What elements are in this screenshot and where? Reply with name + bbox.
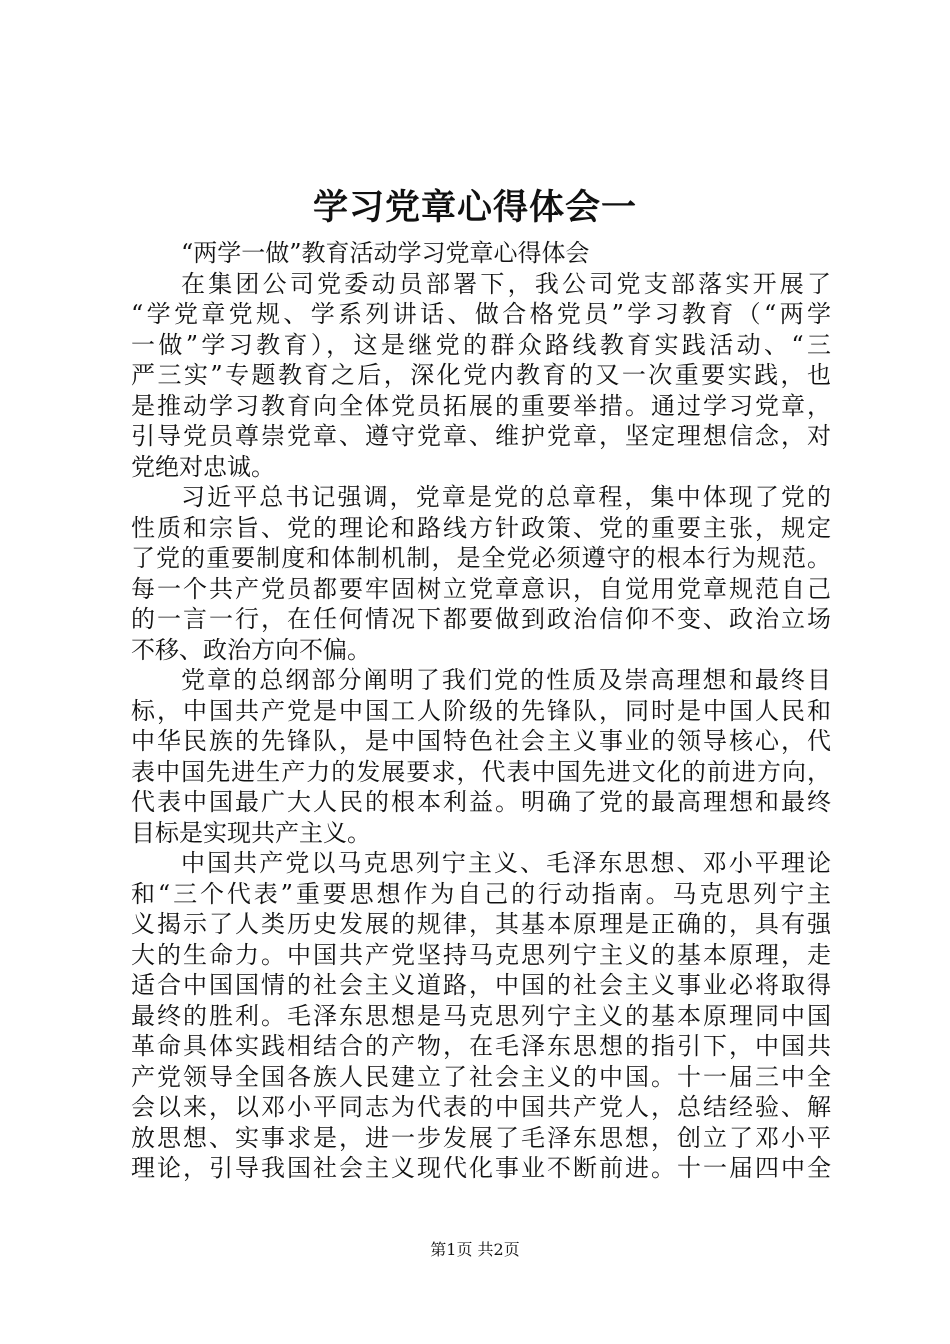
text-line: 中国共产党以马克思列宁主义、毛泽东思想、邓小平理论	[181, 849, 831, 877]
text-line: 党章的总纲部分阐明了我们党的性质及崇高理想和最终目	[181, 666, 831, 694]
text-line: 表中国先进生产力的发展要求，代表中国先进文化的前进方向，	[131, 757, 831, 786]
text-line: 不移、政治方向不偏。	[131, 635, 371, 664]
page-footer: 第1页 共2页	[430, 1240, 520, 1259]
text-line: 是推动学习教育向全体党员拓展的重要举措。通过学习党章，	[131, 391, 831, 420]
text-line: 目标是实现共产主义。	[131, 818, 371, 847]
text-line: 的一言一行，在任何情况下都要做到政治信仰不变、政治立场	[131, 605, 831, 633]
text-line: “学党章党规、学系列讲话、做合格党员”学习教育（“两学	[131, 300, 831, 328]
text-line: “两学一做”教育活动学习党章心得体会	[181, 239, 590, 267]
text-line: 性质和宗旨、党的理论和路线方针政策、党的重要主张，规定	[131, 513, 831, 542]
text-line: 理论，引导我国社会主义现代化事业不断前进。十一届四中全	[131, 1154, 831, 1182]
text-line: 一做”学习教育），这是继党的群众路线教育实践活动、“三	[131, 330, 831, 359]
text-line: 引导党员尊崇党章、遵守党章、维护党章，坚定理想信念，对	[131, 422, 831, 450]
text-line: 革命具体实践相结合的产物，在毛泽东思想的指引下，中国共	[131, 1032, 831, 1060]
text-line: 每一个共产党员都要牢固树立党章意识，自觉用党章规范自己	[131, 574, 831, 603]
text-line: 标，中国共产党是中国工人阶级的先锋队，同时是中国人民和	[131, 696, 831, 725]
text-line: 中华民族的先锋队，是中国特色社会主义事业的领导核心，代	[131, 727, 831, 755]
text-line: 习近平总书记强调，党章是党的总章程，集中体现了党的	[181, 483, 831, 511]
text-line: 党绝对忠诚。	[131, 452, 275, 481]
text-line: 产党领导全国各族人民建立了社会主义的中国。十一届三中全	[131, 1062, 831, 1091]
text-line: 最终的胜利。毛泽东思想是马克思列宁主义的基本原理同中国	[131, 1001, 831, 1030]
text-line: 代表中国最广大人民的根本利益。明确了党的最高理想和最终	[131, 788, 831, 816]
text-line: 大的生命力。中国共产党坚持马克思列宁主义的基本原理，走	[131, 940, 831, 969]
text-line: 放思想、实事求是，进一步发展了毛泽东思想，创立了邓小平	[131, 1123, 831, 1152]
document-body	[131, 238, 831, 1184]
text-line: 严三实”专题教育之后，深化党内教育的又一次重要实践，也	[131, 361, 831, 389]
text-line: 适合中国国情的社会主义道路，中国的社会主义事业必将取得	[131, 971, 831, 999]
document-title: 学习党章心得体会一	[312, 188, 637, 228]
text-line: 和“三个代表”重要思想作为自己的行动指南。马克思列宁主	[131, 879, 831, 908]
text-line: 义揭示了人类历史发展的规律，其基本原理是正确的，具有强	[131, 910, 831, 938]
text-line: 会以来，以邓小平同志为代表的中国共产党人，总结经验、解	[131, 1093, 831, 1121]
text-line: 了党的重要制度和体制机制，是全党必须遵守的根本行为规范。	[131, 544, 831, 572]
text-line: 在集团公司党委动员部署下，我公司党支部落实开展了	[181, 269, 831, 298]
